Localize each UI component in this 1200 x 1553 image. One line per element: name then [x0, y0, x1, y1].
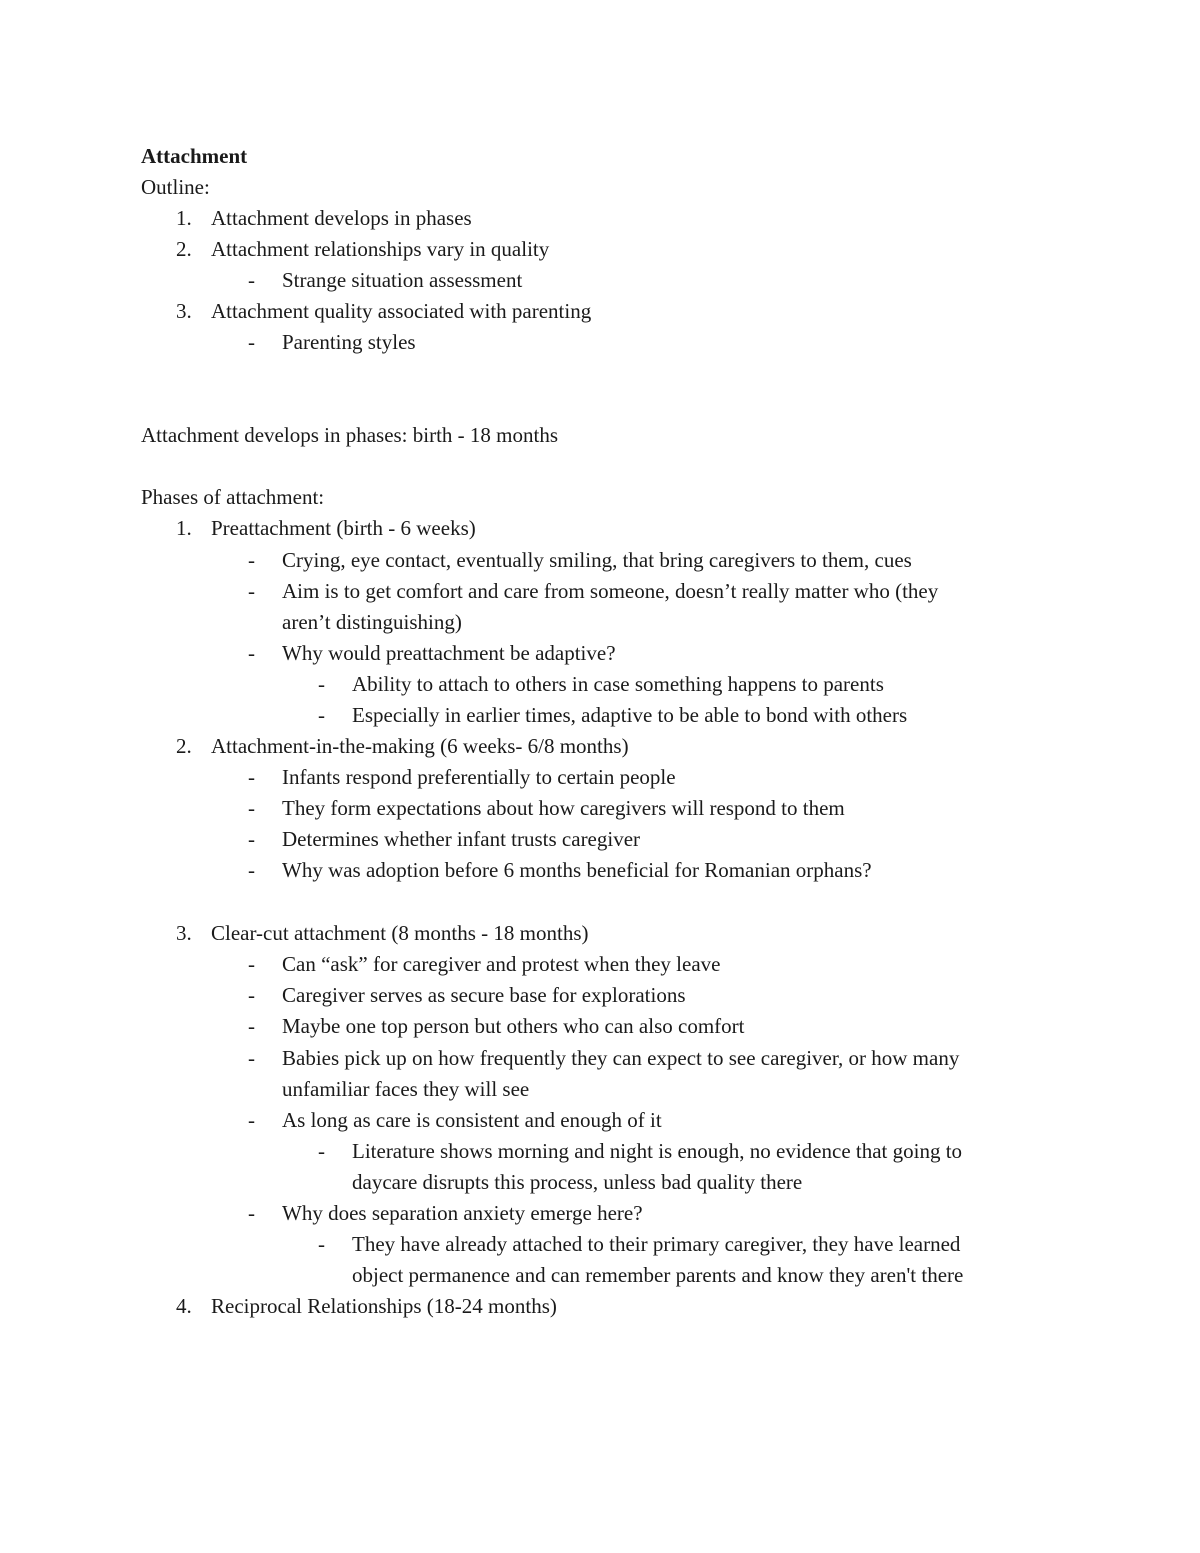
- document-title: Attachment: [141, 144, 248, 168]
- bullet-dash: -: [248, 765, 255, 789]
- bullet-text: Literature shows morning and night is enough, no evidence that going to: [352, 1139, 963, 1163]
- list-number: 2.: [176, 237, 192, 261]
- list-number: 1.: [176, 206, 192, 230]
- bullet-text: Maybe one top person but others who can also comfort: [282, 1014, 745, 1038]
- outline-label: Outline:: [141, 175, 210, 199]
- bullet-text: They have already attached to their primary caregiver, they have learned: [352, 1232, 961, 1256]
- bullet-dash: -: [318, 672, 325, 696]
- bullet-text: Caregiver serves as secure base for explorations: [282, 983, 686, 1007]
- bullet-text: They form expectations about how caregivers will respond to them: [282, 796, 845, 820]
- list-number: 3.: [176, 921, 192, 945]
- bullet-dash: -: [248, 827, 255, 851]
- bullet-text: Why was adoption before 6 months beneficial for Romanian orphans?: [282, 858, 872, 882]
- phases-summary: Attachment develops in phases: birth - 18 months: [141, 423, 559, 447]
- phase-title: Preattachment (birth - 6 weeks): [211, 516, 476, 540]
- list-item-text: Parenting styles: [282, 330, 416, 354]
- bullet-dash: -: [248, 579, 255, 603]
- list-number: 1.: [176, 516, 192, 540]
- bullet-dash: -: [248, 641, 255, 665]
- list-item-text: Strange situation assessment: [282, 268, 523, 292]
- bullet-dash: -: [248, 1201, 255, 1225]
- bullet-text: Determines whether infant trusts caregiver: [282, 827, 641, 851]
- phases-label: Phases of attachment:: [141, 485, 325, 509]
- list-number: 4.: [176, 1294, 192, 1318]
- bullet-text: Ability to attach to others in case something happens to parents: [352, 672, 884, 696]
- bullet-dash: -: [248, 1014, 255, 1038]
- bullet-text: Can “ask” for caregiver and protest when they leave: [282, 952, 721, 976]
- bullet-text: Why would preattachment be adaptive?: [282, 641, 616, 665]
- bullet-text-continued: object permanence and can remember parents and know they aren't there: [352, 1263, 964, 1287]
- bullet-text-continued: unfamiliar faces they will see: [282, 1077, 530, 1101]
- list-item-text: Attachment develops in phases: [211, 206, 472, 230]
- bullet-dash: -: [248, 330, 255, 354]
- bullet-text: Aim is to get comfort and care from someone, doesn’t really matter who (they: [282, 579, 939, 603]
- bullet-dash: -: [318, 1139, 325, 1163]
- bullet-dash: -: [318, 1232, 325, 1256]
- bullet-dash: -: [318, 703, 325, 727]
- bullet-dash: -: [248, 1108, 255, 1132]
- bullet-dash: -: [248, 1046, 255, 1070]
- phase-title: Reciprocal Relationships (18-24 months): [211, 1294, 557, 1318]
- bullet-text: Crying, eye contact, eventually smiling, that bring caregivers to them, cues: [282, 548, 912, 572]
- bullet-dash: -: [248, 952, 255, 976]
- bullet-text-continued: daycare disrupts this process, unless bad quality there: [352, 1170, 803, 1194]
- bullet-text: Infants respond preferentially to certain people: [282, 765, 676, 789]
- list-item-text: Attachment relationships vary in quality: [211, 237, 550, 261]
- bullet-text-continued: aren’t distinguishing): [282, 610, 462, 634]
- phase-title: Clear-cut attachment (8 months - 18 months): [211, 921, 589, 945]
- bullet-dash: -: [248, 548, 255, 572]
- bullet-dash: -: [248, 983, 255, 1007]
- list-number: 2.: [176, 734, 192, 758]
- bullet-text: As long as care is consistent and enough of it: [282, 1108, 662, 1132]
- bullet-text: Why does separation anxiety emerge here?: [282, 1201, 643, 1225]
- bullet-dash: -: [248, 268, 255, 292]
- bullet-dash: -: [248, 796, 255, 820]
- list-item-text: Attachment quality associated with parenting: [211, 299, 592, 323]
- phase-title: Attachment-in-the-making (6 weeks- 6/8 months): [211, 734, 629, 758]
- list-number: 3.: [176, 299, 192, 323]
- bullet-text: Babies pick up on how frequently they can expect to see caregiver, or how many: [282, 1046, 960, 1070]
- bullet-text: Especially in earlier times, adaptive to be able to bond with others: [352, 703, 908, 727]
- bullet-dash: -: [248, 858, 255, 882]
